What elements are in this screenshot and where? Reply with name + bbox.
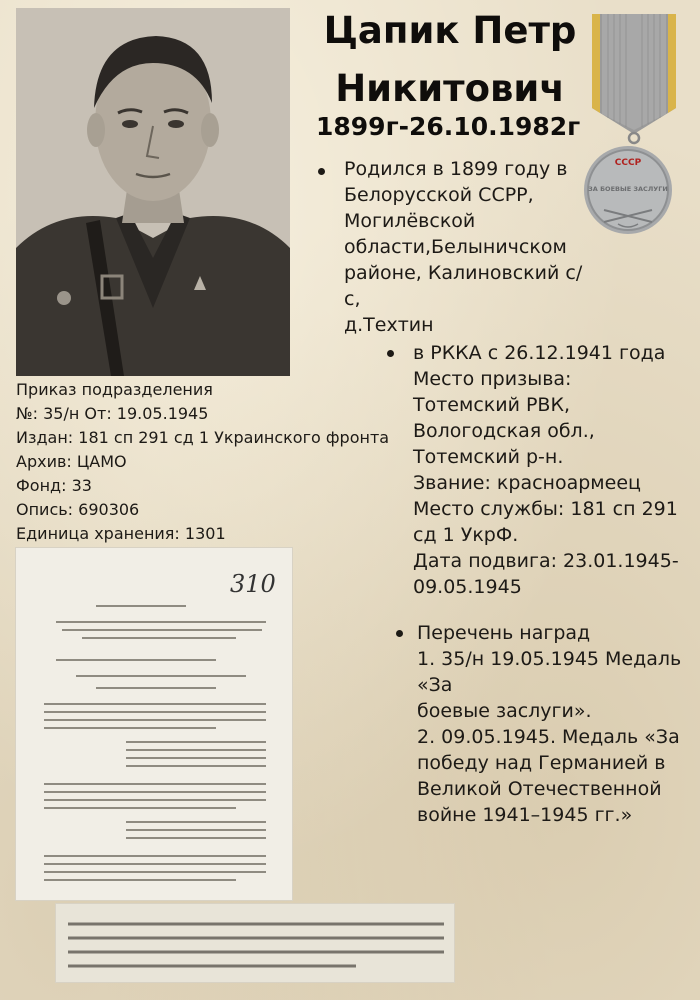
awards-line: 2. 09.05.1945. Медаль «За [417,726,680,748]
person-name-line1: Цапик Петр [323,9,577,52]
service-line: Тотемский РВК, [413,394,571,416]
order-line: Опись: 690306 [16,500,140,519]
medal-middle-text: ЗА БОЕВЫЕ ЗАСЛУГИ [588,185,668,193]
order-info [16,378,390,546]
awards-line: войне 1941–1945 гг.» [417,804,633,826]
service-info [413,340,691,600]
bullet-awards-icon [396,630,403,637]
service-line: Место службы: 181 сп 291 [413,498,678,520]
order-line: Приказ подразделения [16,380,213,399]
service-line: в РККА с 26.12.1941 года [413,342,666,364]
bullet-service-icon [387,350,394,357]
awards-line: Великой Отечественной [417,778,662,800]
scan-handwritten-number: 310 [230,570,276,598]
awards-line: боевые заслуги». [417,700,592,722]
birth-line: д.Техтин [344,314,434,336]
awards-line: 1. 35/н 19.05.1945 Медаль «За [417,648,682,696]
service-line: Место призыва: [413,368,572,390]
birth-line: Могилёвской [344,210,476,232]
birth-line: районе, Калиновский с/с, [344,262,583,310]
birth-line: Белорусской ССРР, [344,184,534,206]
service-line: сд 1 УкрФ. [413,524,519,546]
awards-line: Перечень наград [417,622,591,644]
service-line: 09.05.1945 [413,576,522,598]
order-excerpt-scan [56,904,454,982]
birth-info [344,156,590,338]
awards-line: победу над Германией в [417,752,666,774]
order-document-scan [16,548,292,900]
person-name-line2: Никитович [335,67,565,110]
awards-list [417,620,697,828]
birth-line: области,Белыничском [344,236,567,258]
order-line: Архив: ЦАМО [16,452,127,471]
service-line: Звание: красноармеец [413,472,641,494]
order-line: Издан: 181 сп 291 сд 1 Украинского фронта [16,428,390,447]
medal-for-combat-merit [578,10,690,242]
order-line: Фонд: 33 [16,476,92,495]
service-line: Дата подвига: 23.01.1945- [413,550,679,572]
portrait-photo [16,8,290,376]
birth-line: Родился в 1899 году в [344,158,568,180]
bullet-birth-icon [318,168,325,175]
life-dates: 1899г-26.10.1982г [316,112,581,141]
service-line: Тотемский р-н. [413,446,564,468]
order-line: Единица хранения: 1301 [16,524,226,543]
medal-top-text: СССР [614,158,642,168]
service-line: Вологодская обл., [413,420,595,442]
order-line: №: 35/н От: 19.05.1945 [16,404,209,423]
